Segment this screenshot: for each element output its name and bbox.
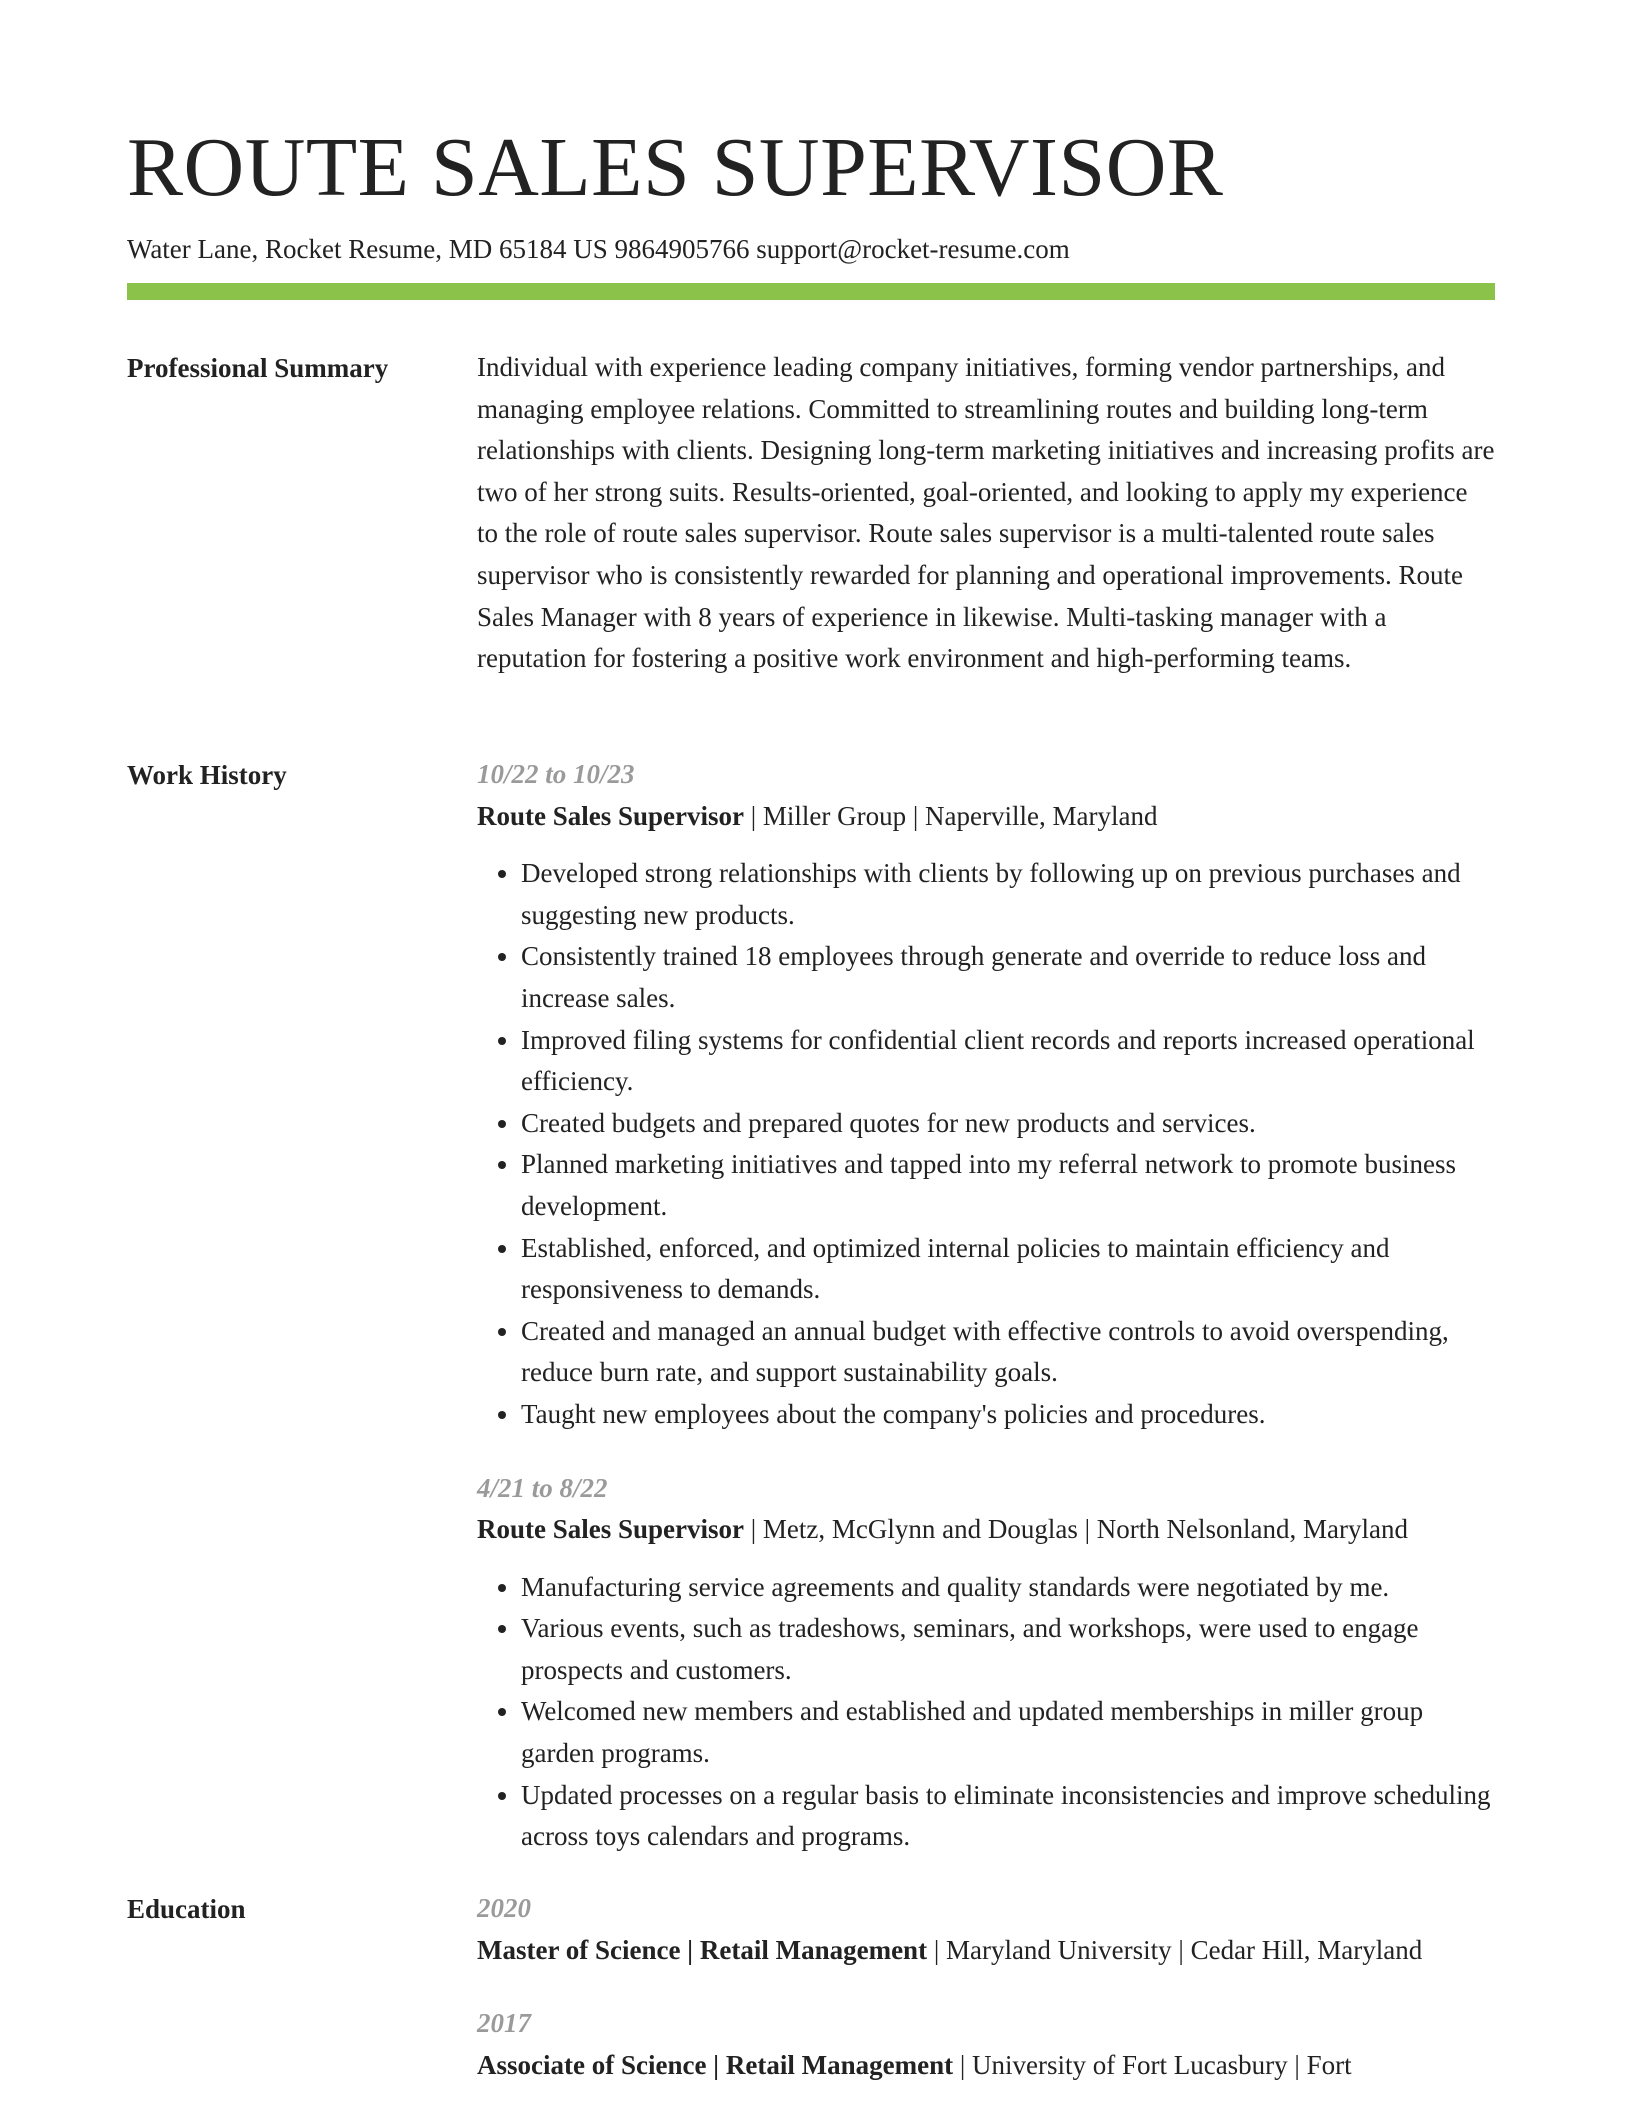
education-details: | University of Fort Lucasbury | Fort bbox=[953, 2049, 1352, 2080]
education-year: 2017 bbox=[477, 2008, 531, 2039]
job-bullet: • Created budgets and prepared quotes for new products and services. bbox=[521, 1103, 1495, 1145]
job-bullet: • Established, enforced, and optimized internal policies to maintain efficiency and responsiveness to demands. bbox=[521, 1228, 1495, 1311]
job-bullet: • Created and managed an annual budget with effective controls to avoid overspending, reduce burn rate, and support sustainability goals. bbox=[521, 1311, 1495, 1394]
job-details: | Miller Group | Naperville, Maryland bbox=[744, 800, 1158, 831]
summary-text: Individual with experience leading company initiatives, forming vendor partnerships, and managing employee relations. Committed to streamlining routes and building long-term relationships with clients. Designing long-term marketing initiatives and increasing profits are two of her strong suits. Results-oriented, goal-oriented, and looking to apply my experience to the role of route sales supervisor. Route sales supervisor is a multi-talented route sales supervisor who is consistently rewarded for planning and operational improvements. Route Sales Manager with 8 years of experience in likewise. Multi-tasking manager with a reputation for fostering a positive work environment and high-performing teams. bbox=[477, 352, 1495, 674]
job-title: Route Sales Supervisor bbox=[477, 800, 745, 831]
education-heading: Education bbox=[127, 1894, 246, 1924]
summary-body bbox=[477, 347, 1495, 680]
job-bullet: • Various events, such as tradeshows, seminars, and workshops, were used to engage prospects and customers. bbox=[521, 1608, 1495, 1691]
summary-heading: Professional Summary bbox=[127, 353, 389, 383]
work-history-body bbox=[477, 754, 1495, 1858]
job-bullet: • Improved filing systems for confidential client records and reports increased operational efficiency. bbox=[521, 1020, 1495, 1103]
job-dates: 10/22 to 10/23 bbox=[477, 759, 635, 789]
education-details: | Maryland University | Cedar Hill, Maryland bbox=[927, 1934, 1423, 1965]
education-year: 2020 bbox=[477, 1893, 531, 1923]
education-entry bbox=[477, 2003, 1495, 2086]
accent-divider bbox=[127, 283, 1495, 300]
education-line bbox=[477, 2045, 1495, 2087]
education-body bbox=[477, 1888, 1495, 2118]
job-bullets bbox=[477, 853, 1495, 1435]
job-entry bbox=[477, 1468, 1495, 1858]
job-bullets bbox=[477, 1567, 1495, 1858]
job-entry bbox=[477, 754, 1495, 1436]
job-role-line bbox=[477, 796, 1495, 838]
job-details: | Metz, McGlynn and Douglas | North Nelsonland, Maryland bbox=[744, 1514, 1408, 1545]
job-role-line bbox=[477, 1509, 1495, 1551]
job-bullet: • Taught new employees about the company's policies and procedures. bbox=[521, 1394, 1495, 1436]
job-dates: 4/21 to 8/22 bbox=[477, 1472, 608, 1503]
work-history-heading: Work History bbox=[127, 760, 287, 790]
job-bullet: • Consistently trained 18 employees through generate and override to reduce loss and increase sales. bbox=[521, 936, 1495, 1019]
contact-info: Water Lane, Rocket Resume, MD 65184 US 9864905766 support@rocket-resume.com bbox=[127, 234, 1070, 264]
job-bullet: • Developed strong relationships with clients by following up on previous purchases and suggesting new products. bbox=[521, 853, 1495, 936]
job-title: Route Sales Supervisor bbox=[477, 1514, 745, 1545]
job-bullet: • Updated processes on a regular basis to eliminate inconsistencies and improve scheduling across toys calendars and programs. bbox=[521, 1775, 1495, 1858]
resume-title: ROUTE SALES SUPERVISOR bbox=[127, 121, 1224, 214]
job-bullet: • Manufacturing service agreements and quality standards were negotiated by me. bbox=[521, 1567, 1495, 1609]
education-degree: Master of Science | Retail Management bbox=[477, 1934, 928, 1965]
job-bullet: • Welcomed new members and established and updated memberships in miller group garden programs. bbox=[521, 1691, 1495, 1774]
education-line bbox=[477, 1930, 1495, 1972]
education-entry bbox=[477, 1888, 1495, 1971]
job-bullet: • Planned marketing initiatives and tapped into my referral network to promote business development. bbox=[521, 1144, 1495, 1227]
education-degree: Associate of Science | Retail Management bbox=[477, 2049, 954, 2080]
